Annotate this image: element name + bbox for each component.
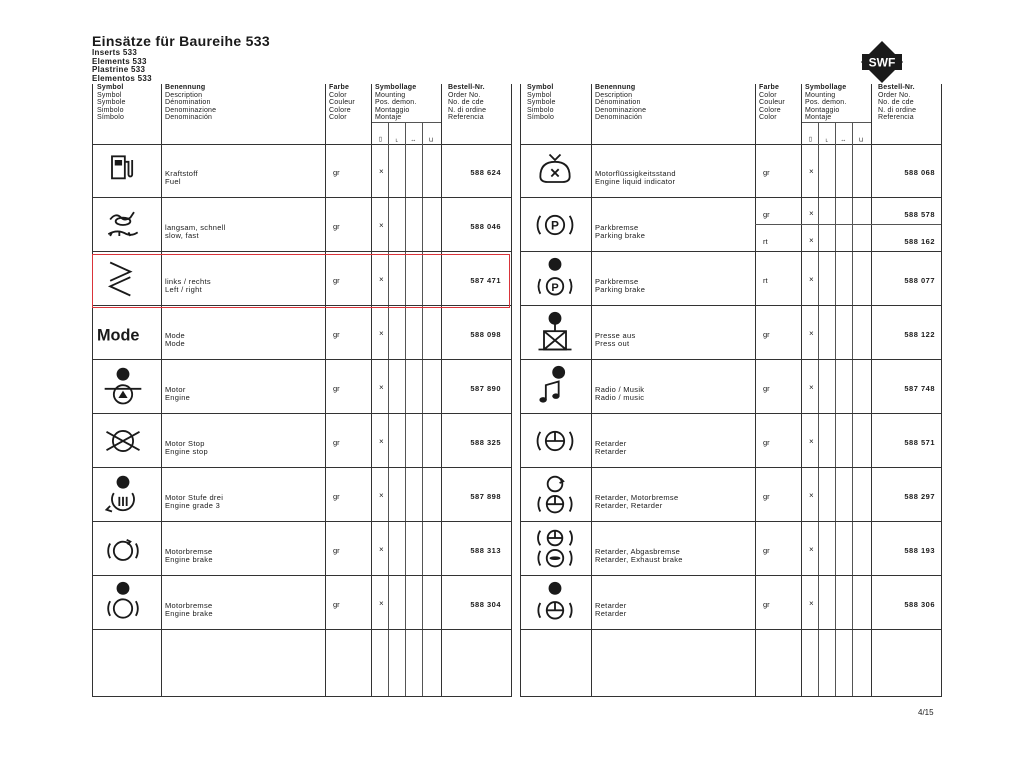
table-row [521,576,941,630]
logo-text: SWF [868,55,896,70]
engine-liquid-icon [533,149,577,193]
table-header [521,84,941,145]
table-row [93,414,511,468]
description-en: Fuel [165,177,181,186]
mount-sub-2: ⌐ [394,138,400,142]
color-code: gr [763,168,770,177]
color-code: gr [763,210,770,219]
color-code: gr [333,330,340,339]
engine-stage-three-icon [101,473,145,517]
mount-sub-1: ▭ [378,136,384,142]
order-number: 588 162 [904,237,935,246]
order-number: 588 578 [904,210,935,219]
table-row [93,522,511,576]
header-mounting: Symbollage Mounting Pos. demon. Montaggio Montaje [805,84,847,122]
press-out-icon [533,311,577,355]
symbol-description [165,332,185,348]
color-code: gr [333,384,340,393]
description-de: Retarder [595,601,627,610]
symbol-description [165,602,213,618]
mounting-mark: × [809,167,814,176]
symbol-description [165,440,208,456]
symbol-description [595,602,627,618]
left-table [92,84,512,697]
mount-sub-2: ⌐ [824,138,830,142]
mounting-mark: × [379,221,384,230]
mode-icon [97,303,157,363]
retarder-icon [533,419,577,463]
symbol-description [595,170,676,186]
engine-brake-dot-icon [101,581,145,625]
mounting-mark: × [809,383,814,392]
sub-row-divider [755,224,941,225]
mounting-mark: × [809,209,814,218]
description-en: Parking brake [595,285,646,294]
description-en: Engine liquid indicator [595,177,676,186]
right-table [520,84,942,697]
mounting-mark: × [379,599,384,608]
selection-highlight [92,254,510,308]
description-en: Retarder [595,609,627,618]
header-order: Bestell-Nr. Order No. No. de cde N. di ordine Referencia [448,84,487,122]
description-en: Engine stop [165,447,208,456]
table-row [521,522,941,576]
mount-sub-1: ▭ [808,136,814,142]
mounting-mark: × [809,329,814,338]
title-line: Plastrine 533 [92,65,146,74]
color-code: gr [333,600,340,609]
header-mounting: Symbollage Mounting Pos. demon. Montaggio Montaje [375,84,417,122]
description-de: Parkbremse [595,277,639,286]
mounting-mark: × [809,275,814,284]
engine-brake-icon [101,527,145,571]
table-row [521,144,941,198]
description-de: Motorbremse [165,547,213,556]
header-name: Benennung Description Dénomination Denominazione Denominación [165,84,217,122]
mounting-mark: × [809,491,814,500]
color-code: gr [763,330,770,339]
mount-sub-3: ↕ [411,138,417,142]
order-number: 588 313 [470,546,501,555]
header-color: Farbe Color Couleur Colore Color [759,84,785,122]
description-de: Motor Stufe drei [165,493,224,502]
mounting-mark: × [379,383,384,392]
order-number: 588 068 [904,168,935,177]
table-row [521,198,941,252]
order-number: 588 325 [470,438,501,447]
page-number: 4/15 [918,708,934,717]
description-en: Engine brake [165,555,213,564]
table-row [93,576,511,630]
description-en: Engine [165,393,191,402]
symbol-description [165,170,198,186]
symbol-description [165,386,190,402]
mounting-mark: × [379,491,384,500]
header-symbol: Symbol Symbol Symbole Simbolo Símbolo [527,84,556,122]
description-de: Mode [165,331,185,340]
description-en: Press out [595,339,630,348]
table-row [521,306,941,360]
description-en: Retarder [595,447,627,456]
mount-sub-4: ⊏ [859,136,865,142]
svg-text:P: P [551,218,559,233]
order-number: 587 748 [904,384,935,393]
table-row [93,468,511,522]
mounting-mark: × [809,437,814,446]
symbol-description [595,494,678,510]
symbol-description [595,332,636,348]
parking-brake-dot-icon [533,257,577,301]
description-en: Mode [165,339,185,348]
table-row [521,360,941,414]
color-code: gr [333,276,340,285]
symbol-description [595,548,683,564]
retarder-dot-icon [533,581,577,625]
color-code: gr [763,492,770,501]
order-number: 588 077 [904,276,935,285]
mount-sub-3: ↕ [841,138,847,142]
mounting-mark: × [379,437,384,446]
symbol-description [165,224,226,240]
order-number: 588 306 [904,600,935,609]
description-de: Presse aus [595,331,636,340]
description-de: Motor [165,385,186,394]
order-number: 588 571 [904,438,935,447]
table-row [93,198,511,252]
description-en: Retarder, Exhaust brake [595,555,683,564]
mounting-mark: × [809,545,814,554]
description-de: Parkbremse [595,223,639,232]
description-de: Retarder [595,439,627,448]
engine-icon [101,365,145,409]
symbol-description [165,548,213,564]
description-en: Parking brake [595,231,646,240]
order-number: 588 297 [904,492,935,501]
order-number: 587 890 [470,384,501,393]
order-number: 588 304 [470,600,501,609]
description-en: slow, fast [165,231,199,240]
color-code: gr [763,438,770,447]
title-line: Elements 533 [92,56,147,66]
description-de: Motorbremse [165,601,213,610]
description-en: Retarder, Retarder [595,501,663,510]
symbol-description [595,440,627,456]
retarder-engine-brake-icon [533,473,577,517]
description-de: Motor Stop [165,439,205,448]
color-code: gr [333,438,340,447]
mount-sub-4: ⊏ [429,136,435,142]
description-de: links / rechts [165,277,211,286]
order-number: 587 471 [470,276,501,285]
mounting-mark: × [809,599,814,608]
description-en: Left / right [165,285,202,294]
description-de: Motorflüssigkeitsstand [595,169,676,178]
table-row [93,144,511,198]
header-order: Bestell-Nr. Order No. No. de cde N. di ordine Referencia [878,84,917,122]
mounting-mark: × [379,275,384,284]
description-de: Kraftstoff [165,169,198,178]
table-row [93,306,511,360]
header-symbol: Symbol Symbol Symbole Simbolo Símbolo [97,84,126,122]
color-code: gr [763,384,770,393]
title-line: Inserts 533 [92,48,138,57]
order-number: 588 122 [904,330,935,339]
order-number: 587 898 [470,492,501,501]
description-en: Engine grade 3 [165,501,221,510]
description-de: Retarder, Abgasbremse [595,547,681,556]
color-code: gr [333,168,340,177]
color-code: gr [333,222,340,231]
color-code: gr [763,546,770,555]
title-line: Elementos 533 [92,73,152,83]
description-de: Radio / Musik [595,385,645,394]
fuel-pump-icon [101,149,145,193]
parking-brake-icon [533,203,577,247]
header-name: Benennung Description Dénomination Denominazione Denominación [595,84,647,122]
page-title: Einsätze für Baureihe 533 [92,33,270,49]
symbol-description [595,386,644,402]
description-de: Retarder, Motorbremse [595,493,679,502]
svg-text:P: P [551,281,559,294]
color-code: gr [333,546,340,555]
table-row [93,360,511,414]
description-de: langsam, schnell [165,223,226,232]
mounting-mark: × [379,329,384,338]
header-color: Farbe Color Couleur Colore Color [329,84,355,122]
description-en: Engine brake [165,609,213,618]
retarder-exhaust-brake-icon [533,527,577,571]
order-number: 588 624 [470,168,501,177]
color-code: rt [763,237,768,246]
symbol-description [165,494,223,510]
mounting-mark: × [809,236,814,245]
table-row [521,252,941,306]
table-row [521,468,941,522]
page-title-block [92,33,270,83]
table-header [93,84,511,145]
engine-stop-icon [101,419,145,463]
mode-icon-text: Mode [97,326,140,345]
color-code: gr [763,600,770,609]
color-code: rt [763,276,768,285]
swf-logo [860,40,904,84]
description-en: Radio / music [595,393,645,402]
order-number: 588 193 [904,546,935,555]
radio-music-icon [533,365,577,409]
mounting-mark: × [379,545,384,554]
tortoise-hare-icon [101,203,145,247]
order-number: 588 098 [470,330,501,339]
color-code: gr [333,492,340,501]
symbol-description [595,278,645,294]
mounting-mark: × [379,167,384,176]
symbol-description [595,224,645,240]
order-number: 588 046 [470,222,501,231]
table-row [521,414,941,468]
